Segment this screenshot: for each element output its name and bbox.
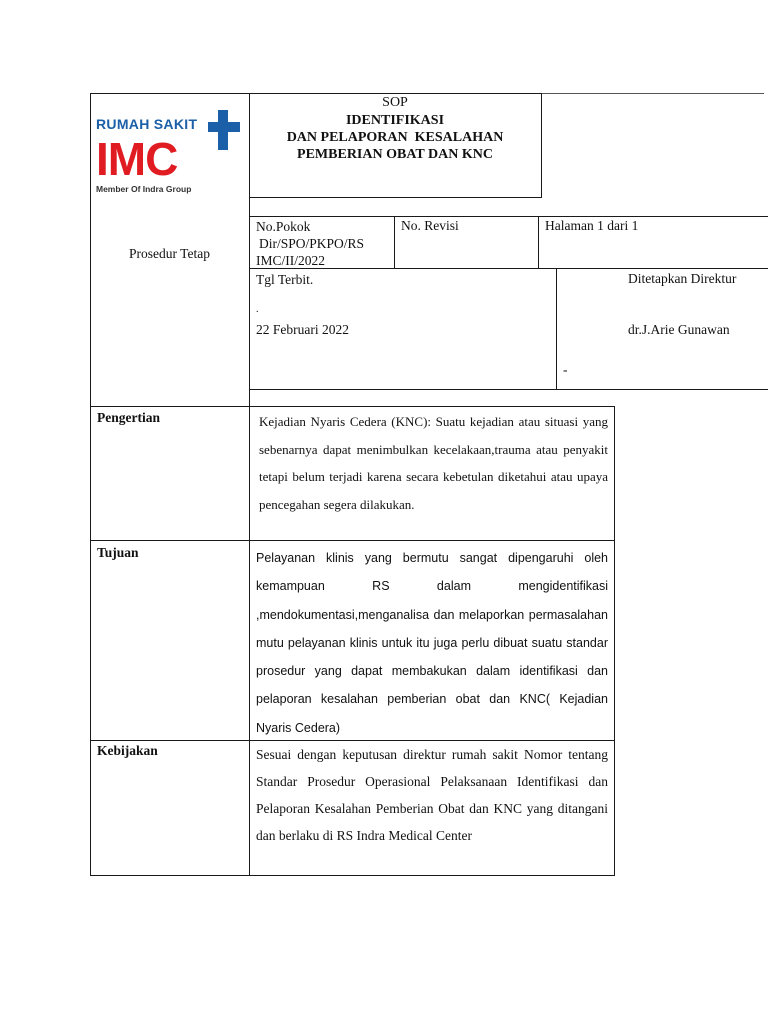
hospital-logo	[96, 106, 246, 196]
logo-main-text: IMC	[96, 133, 178, 185]
no-pokok-line-3: IMC/II/2022	[256, 253, 325, 268]
no-pokok-line-2: Dir/SPO/PKPO/RS	[259, 236, 365, 251]
title-line-1: IDENTIFIKASI	[345, 113, 445, 128]
title-line-3: PEMBERIAN OBAT DAN KNC	[297, 147, 493, 162]
procedure-label: Prosedur Tetap	[129, 246, 210, 261]
logo-top-text: RUMAH SAKIT	[96, 116, 198, 132]
tujuan-text: Pelayanan klinis yang bermutu sangat dipengaruhi oleh kemampuan RS dalam mengidentifikasi ,mendokumentasi,menganalisa dan melaporkan permasalahan mutu pelayanan klinis untuk itu juga perlu dibuat suatu standar prosedur yang dapat membakukan dalam identifikasi dan pelaporan kesalahan pemberian obat dan KNC( Kejadian Nyaris Cedera)	[256, 551, 608, 735]
pengertian-text: Kejadian Nyaris Cedera (KNC): Suatu kejadian atau situasi yang sebenarnya dapat menimbulkan kecelakaan,trauma atau penyakit tetapi belum terjadi karena secara kebetulan diketahui atau upaya pencegahan segera dilakukan.	[259, 414, 608, 512]
kebijakan-label: Kebijakan	[97, 743, 158, 758]
halaman: Halaman 1 dari 1	[545, 218, 639, 233]
doc-type: SOP	[382, 95, 408, 110]
document-title	[249, 112, 541, 163]
logo-sub-text: Member Of Indra Group	[96, 184, 192, 194]
title-line-2: DAN PELAPORAN KESALAHAN	[286, 130, 504, 145]
tgl-terbit-label: Tgl Terbit.	[256, 272, 314, 287]
no-pokok-line-1: No.Pokok	[256, 219, 311, 234]
no-pokok	[256, 218, 364, 269]
tgl-terbit-dot: .	[256, 304, 259, 315]
kebijakan-text: Sesuai dengan keputusan direktur rumah sakit Nomor tentang Standar Prosedur Operasional Pelaksanaan Identifikasi dan Pelaporan Kesalahan Pemberian Obat dan KNC yang ditangani dan berlaku di RS Indra Medical Center	[256, 747, 608, 843]
tgl-terbit-value: 22 Februari 2022	[256, 322, 349, 337]
no-revisi: No. Revisi	[401, 218, 459, 233]
director-name: dr.J.Arie Gunawan	[628, 322, 730, 337]
signature-dash: -	[563, 362, 568, 377]
tujuan-label: Tujuan	[97, 545, 139, 560]
ditetapkan-label: Ditetapkan Direktur	[628, 271, 737, 286]
pengertian-label: Pengertian	[97, 410, 160, 425]
medical-cross-icon	[200, 106, 244, 156]
